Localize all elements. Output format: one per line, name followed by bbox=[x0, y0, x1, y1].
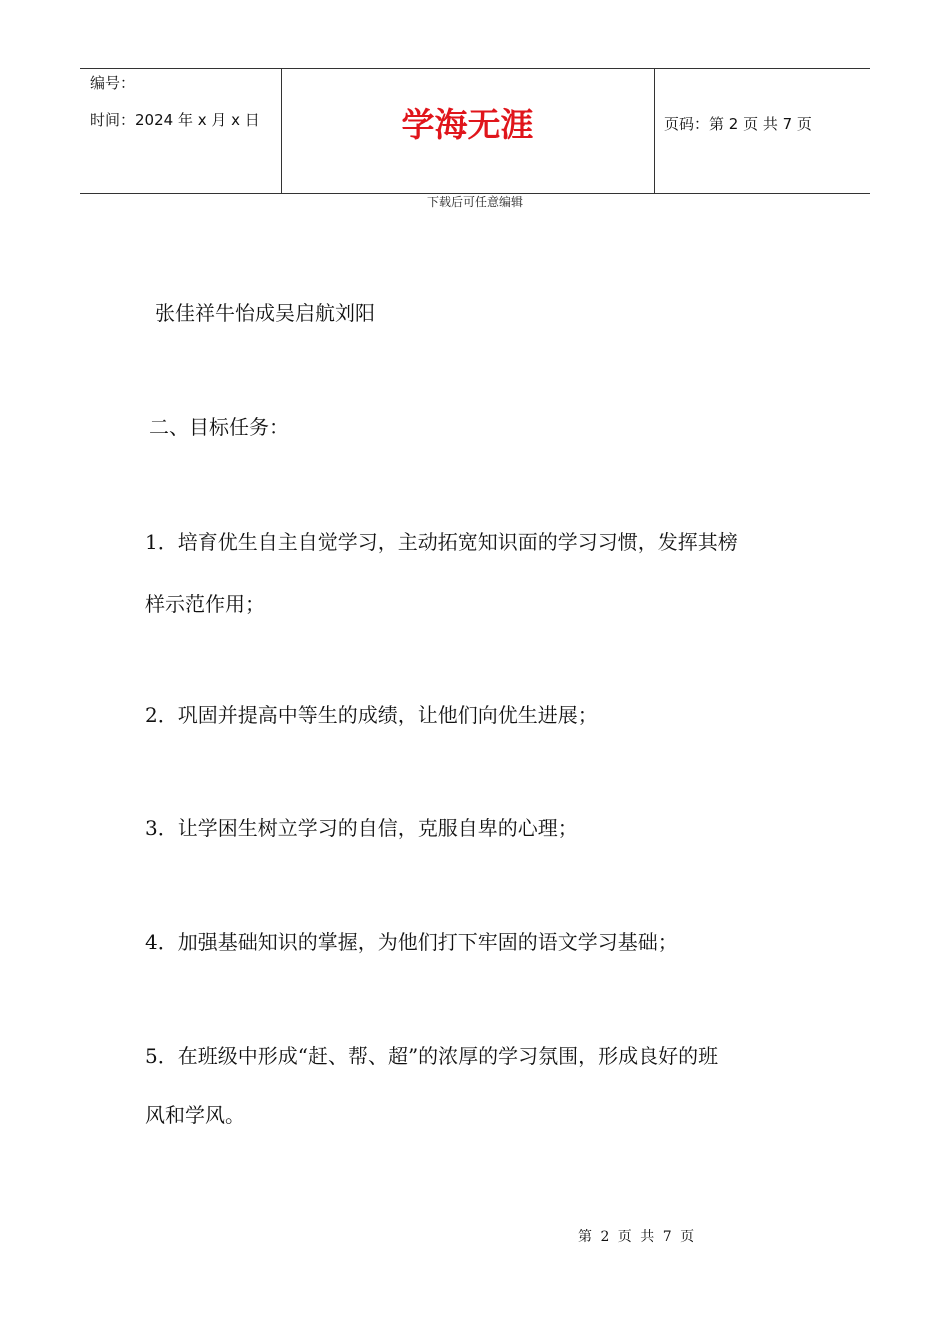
list-item-5-line-2: 风和学风。 bbox=[145, 1103, 245, 1127]
list-item-1-line-1: 1．培育优生自主自觉学习，主动拓宽知识面的学习习惯，发挥其榜 bbox=[145, 530, 738, 554]
section-title: 二、目标任务： bbox=[149, 415, 289, 439]
names-line: 张佳祥牛怡成吴启航刘阳 bbox=[155, 301, 375, 325]
list-item-1-line-2: 样示范作用； bbox=[145, 592, 265, 616]
list-item-5-line-1: 5．在班级中形成“赶、帮、超”的浓厚的学习氛围，形成良好的班 bbox=[145, 1044, 719, 1068]
header-time-label: 时间：2024 年 x 月 x 日 bbox=[90, 111, 260, 129]
header-page-label: 页码：第 2 页 共 7 页 bbox=[664, 115, 812, 133]
header-divider-right bbox=[654, 69, 655, 193]
header-code-label: 编号： bbox=[90, 74, 136, 92]
list-item-2: 2．巩固并提高中等生的成绩，让他们向优生进展； bbox=[145, 703, 598, 727]
editable-note: 下载后可任意编辑 bbox=[426, 195, 523, 209]
list-item-3: 3．让学困生树立学习的自信，克服自卑的心理； bbox=[145, 816, 578, 840]
document-header bbox=[80, 68, 870, 194]
header-title: 学海无涯 bbox=[401, 105, 534, 144]
list-item-4: 4．加强基础知识的掌握，为他们打下牢固的语文学习基础； bbox=[145, 930, 678, 954]
page-footer: 第 2 页 共 7 页 bbox=[578, 1229, 695, 1245]
